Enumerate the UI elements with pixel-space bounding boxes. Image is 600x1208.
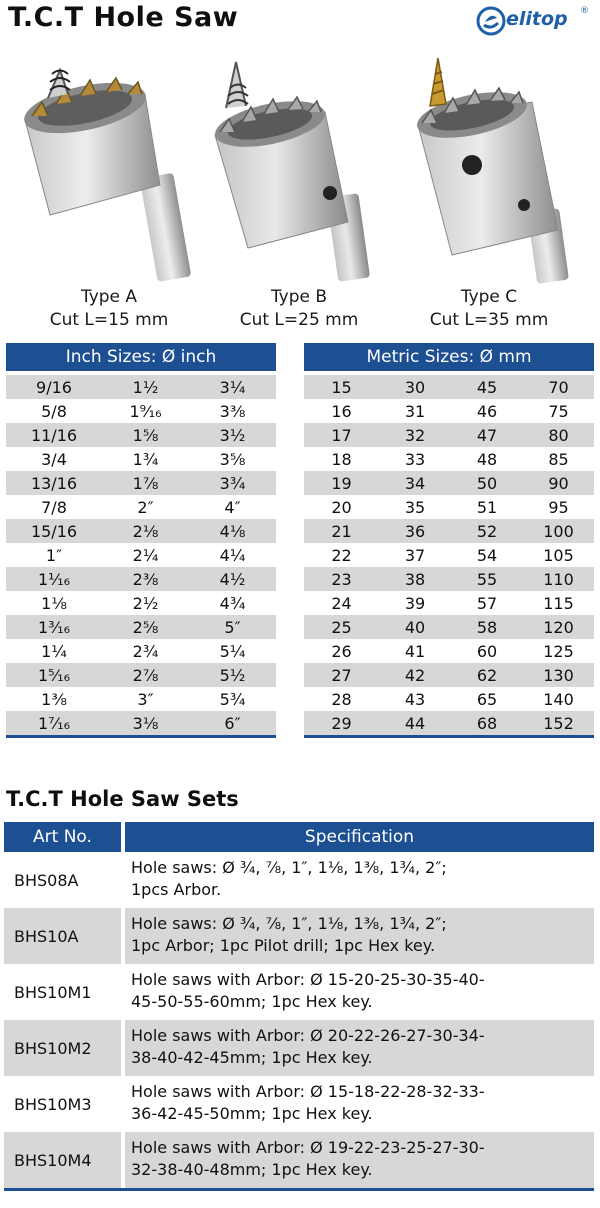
table-row xyxy=(6,399,276,423)
table-cell: 2⅝ xyxy=(102,615,189,639)
hole-saw-type-a-image xyxy=(10,50,200,285)
specification-cell xyxy=(125,852,594,908)
table-cell: 45 xyxy=(451,375,523,399)
table-row xyxy=(6,375,276,399)
table-row xyxy=(6,663,276,687)
specification-line-1: Hole saws with Arbor: Ø 15-18-22-28-32-33- xyxy=(131,1082,485,1101)
table-cell: 95 xyxy=(523,495,594,519)
table-cell: 2⅞ xyxy=(102,663,189,687)
table-cell: 55 xyxy=(451,567,523,591)
specification-line-1: Hole saws with Arbor: Ø 20-22-26-27-30-34- xyxy=(131,1026,485,1045)
table-cell: 105 xyxy=(523,543,594,567)
table-cell: 1⁹⁄₁₆ xyxy=(102,399,189,423)
table-row xyxy=(304,423,594,447)
table-row xyxy=(304,687,594,711)
table-row xyxy=(304,495,594,519)
table-cell: 3¾ xyxy=(189,471,276,495)
table-row xyxy=(304,591,594,615)
table-row xyxy=(6,447,276,471)
table-cell: 1⅝ xyxy=(102,423,189,447)
table-cell: 152 xyxy=(523,711,594,737)
table-row xyxy=(6,687,276,711)
table-cell: 3¼ xyxy=(189,375,276,399)
table-cell: 35 xyxy=(379,495,451,519)
table-row xyxy=(6,639,276,663)
table-row xyxy=(6,615,276,639)
type-c-caption xyxy=(394,286,584,332)
table-cell: 80 xyxy=(523,423,594,447)
inch-sizes-table xyxy=(6,375,276,738)
table-row xyxy=(6,711,276,737)
table-cell: 2″ xyxy=(102,495,189,519)
table-cell: 33 xyxy=(379,447,451,471)
table-cell: 1¾ xyxy=(102,447,189,471)
table-cell: 100 xyxy=(523,519,594,543)
type-a-cut-length: Cut L=15 mm xyxy=(49,310,169,330)
table-row xyxy=(304,567,594,591)
table-cell: 42 xyxy=(379,663,451,687)
table-cell: 48 xyxy=(451,447,523,471)
table-cell: 90 xyxy=(523,471,594,495)
set-row xyxy=(4,1132,594,1188)
specification-line-1: Hole saws with Arbor: Ø 15-20-25-30-35-40- xyxy=(131,970,485,989)
table-cell: 70 xyxy=(523,375,594,399)
table-cell: 3⅜ xyxy=(189,399,276,423)
table-cell: 1⅞ xyxy=(102,471,189,495)
table-row xyxy=(304,639,594,663)
specification-line-2: 32-38-40-48mm; 1pc Hex key. xyxy=(131,1160,373,1179)
sets-table-header xyxy=(4,822,594,852)
sets-table-bottom-rule xyxy=(4,1188,594,1191)
table-cell: 19 xyxy=(304,471,379,495)
table-cell: 40 xyxy=(379,615,451,639)
table-cell: 65 xyxy=(451,687,523,711)
table-cell: 3⅛ xyxy=(102,711,189,737)
table-cell: 1⅛ xyxy=(6,591,102,615)
table-cell: 31 xyxy=(379,399,451,423)
art-no-cell: BHS10M3 xyxy=(14,1094,92,1114)
table-cell: 1⁷⁄₁₆ xyxy=(6,711,102,737)
table-cell: 52 xyxy=(451,519,523,543)
table-cell: 39 xyxy=(379,591,451,615)
table-cell: 4⅛ xyxy=(189,519,276,543)
table-row xyxy=(6,423,276,447)
table-row xyxy=(304,519,594,543)
specification-line-2: 36-42-45-50mm; 1pc Hex key. xyxy=(131,1104,373,1123)
table-cell: 5½ xyxy=(189,663,276,687)
type-b-caption xyxy=(204,286,394,332)
sets-table xyxy=(4,822,594,1191)
table-cell: 5¼ xyxy=(189,639,276,663)
table-cell: 11/16 xyxy=(6,423,102,447)
specification-line-2: 38-40-42-45mm; 1pc Hex key. xyxy=(131,1048,373,1067)
table-cell: 125 xyxy=(523,639,594,663)
table-row xyxy=(304,711,594,737)
set-row xyxy=(4,852,594,908)
specification-cell xyxy=(125,908,594,964)
set-row xyxy=(4,1076,594,1132)
table-cell: 5/8 xyxy=(6,399,102,423)
table-cell: 115 xyxy=(523,591,594,615)
table-row xyxy=(304,543,594,567)
set-row xyxy=(4,1020,594,1076)
table-cell: 3/4 xyxy=(6,447,102,471)
table-cell: 44 xyxy=(379,711,451,737)
specification-cell xyxy=(125,1020,594,1076)
table-cell: 16 xyxy=(304,399,379,423)
set-row xyxy=(4,908,594,964)
table-cell: 1¹⁄₁₆ xyxy=(6,567,102,591)
type-a-caption xyxy=(14,286,204,332)
table-cell: 1³⁄₁₆ xyxy=(6,615,102,639)
table-row xyxy=(304,399,594,423)
art-no-column-header: Art No. xyxy=(4,822,121,852)
type-a-name: Type A xyxy=(80,287,138,307)
table-row xyxy=(304,615,594,639)
type-c-name: Type C xyxy=(460,287,518,307)
table-row xyxy=(304,447,594,471)
metric-table-header: Metric Sizes: Ø mm xyxy=(304,343,594,371)
table-cell: 3½ xyxy=(189,423,276,447)
table-cell: 2⅜ xyxy=(102,567,189,591)
sets-title: T.C.T Hole Saw Sets xyxy=(6,787,239,811)
table-cell: 4½ xyxy=(189,567,276,591)
type-b-name: Type B xyxy=(270,287,328,307)
brand-logo xyxy=(476,6,596,40)
table-cell: 34 xyxy=(379,471,451,495)
table-cell: 2½ xyxy=(102,591,189,615)
table-cell: 3⅝ xyxy=(189,447,276,471)
table-cell: 75 xyxy=(523,399,594,423)
art-no-cell: BHS10M2 xyxy=(4,1020,121,1076)
table-cell: 1¼ xyxy=(6,639,102,663)
art-no-cell: BHS10M1 xyxy=(14,982,92,1002)
table-cell: 62 xyxy=(451,663,523,687)
table-cell: 24 xyxy=(304,591,379,615)
table-row xyxy=(6,543,276,567)
table-cell: 47 xyxy=(451,423,523,447)
table-cell: 1½ xyxy=(102,375,189,399)
brand-name: elitop xyxy=(506,8,568,30)
table-cell: 15/16 xyxy=(6,519,102,543)
specification-cell xyxy=(125,964,594,1020)
inch-table-header: Inch Sizes: Ø inch xyxy=(6,343,276,371)
table-cell: 18 xyxy=(304,447,379,471)
table-cell: 32 xyxy=(379,423,451,447)
table-cell: 51 xyxy=(451,495,523,519)
table-cell: 25 xyxy=(304,615,379,639)
registered-mark: ® xyxy=(580,6,589,16)
table-cell: 110 xyxy=(523,567,594,591)
set-row xyxy=(4,964,594,1020)
table-row xyxy=(6,567,276,591)
elitop-logo-icon xyxy=(476,6,506,36)
art-no-cell: BHS08A xyxy=(14,870,79,890)
page-title: T.C.T Hole Saw xyxy=(8,2,239,33)
table-cell: 130 xyxy=(523,663,594,687)
table-row xyxy=(6,591,276,615)
table-cell: 13/16 xyxy=(6,471,102,495)
table-cell: 29 xyxy=(304,711,379,737)
art-no-cell: BHS10A xyxy=(4,908,121,964)
table-cell: 58 xyxy=(451,615,523,639)
table-cell: 9/16 xyxy=(6,375,102,399)
table-cell: 27 xyxy=(304,663,379,687)
specification-line-2: 1pc Arbor; 1pc Pilot drill; 1pc Hex key. xyxy=(131,936,436,955)
table-row xyxy=(304,663,594,687)
table-cell: 85 xyxy=(523,447,594,471)
hole-saw-type-c-image xyxy=(400,50,590,285)
table-cell: 1⅜ xyxy=(6,687,102,711)
table-cell: 41 xyxy=(379,639,451,663)
specification-line-2: 45-50-55-60mm; 1pc Hex key. xyxy=(131,992,373,1011)
table-cell: 1″ xyxy=(6,543,102,567)
specification-column-header: Specification xyxy=(125,822,594,852)
table-cell: 120 xyxy=(523,615,594,639)
table-cell: 21 xyxy=(304,519,379,543)
table-cell: 140 xyxy=(523,687,594,711)
table-cell: 6″ xyxy=(189,711,276,737)
table-cell: 36 xyxy=(379,519,451,543)
table-cell: 7/8 xyxy=(6,495,102,519)
table-cell: 68 xyxy=(451,711,523,737)
table-cell: 2¼ xyxy=(102,543,189,567)
table-cell: 38 xyxy=(379,567,451,591)
table-cell: 17 xyxy=(304,423,379,447)
table-cell: 4″ xyxy=(189,495,276,519)
specification-cell xyxy=(125,1076,594,1132)
table-row xyxy=(6,519,276,543)
table-cell: 2⅛ xyxy=(102,519,189,543)
table-cell: 54 xyxy=(451,543,523,567)
table-cell: 57 xyxy=(451,591,523,615)
art-no-cell: BHS10M4 xyxy=(4,1132,121,1188)
table-cell: 46 xyxy=(451,399,523,423)
table-cell: 60 xyxy=(451,639,523,663)
specification-line-1: Hole saws: Ø ¾, ⅞, 1″, 1⅛, 1⅜, 1¾, 2″; xyxy=(131,914,447,933)
table-cell: 5″ xyxy=(189,615,276,639)
type-c-cut-length: Cut L=35 mm xyxy=(429,310,549,330)
table-cell: 15 xyxy=(304,375,379,399)
table-row xyxy=(304,375,594,399)
table-cell: 37 xyxy=(379,543,451,567)
specification-line-1: Hole saws with Arbor: Ø 19-22-23-25-27-30- xyxy=(131,1138,485,1157)
specification-cell xyxy=(125,1132,594,1188)
table-cell: 3″ xyxy=(102,687,189,711)
hole-saw-type-b-image xyxy=(200,50,390,285)
metric-sizes-table xyxy=(304,375,594,738)
table-cell: 43 xyxy=(379,687,451,711)
table-cell: 50 xyxy=(451,471,523,495)
table-row xyxy=(304,471,594,495)
specification-line-1: Hole saws: Ø ¾, ⅞, 1″, 1⅛, 1⅜, 1¾, 2″; xyxy=(131,858,447,877)
table-row xyxy=(6,495,276,519)
specification-line-2: 1pcs Arbor. xyxy=(131,880,222,899)
table-cell: 22 xyxy=(304,543,379,567)
table-cell: 4¼ xyxy=(189,543,276,567)
table-cell: 5¾ xyxy=(189,687,276,711)
table-cell: 1⁵⁄₁₆ xyxy=(6,663,102,687)
table-cell: 2¾ xyxy=(102,639,189,663)
table-cell: 28 xyxy=(304,687,379,711)
table-cell: 4¾ xyxy=(189,591,276,615)
table-cell: 23 xyxy=(304,567,379,591)
table-cell: 26 xyxy=(304,639,379,663)
type-b-cut-length: Cut L=25 mm xyxy=(239,310,359,330)
table-cell: 30 xyxy=(379,375,451,399)
table-cell: 20 xyxy=(304,495,379,519)
table-row xyxy=(6,471,276,495)
